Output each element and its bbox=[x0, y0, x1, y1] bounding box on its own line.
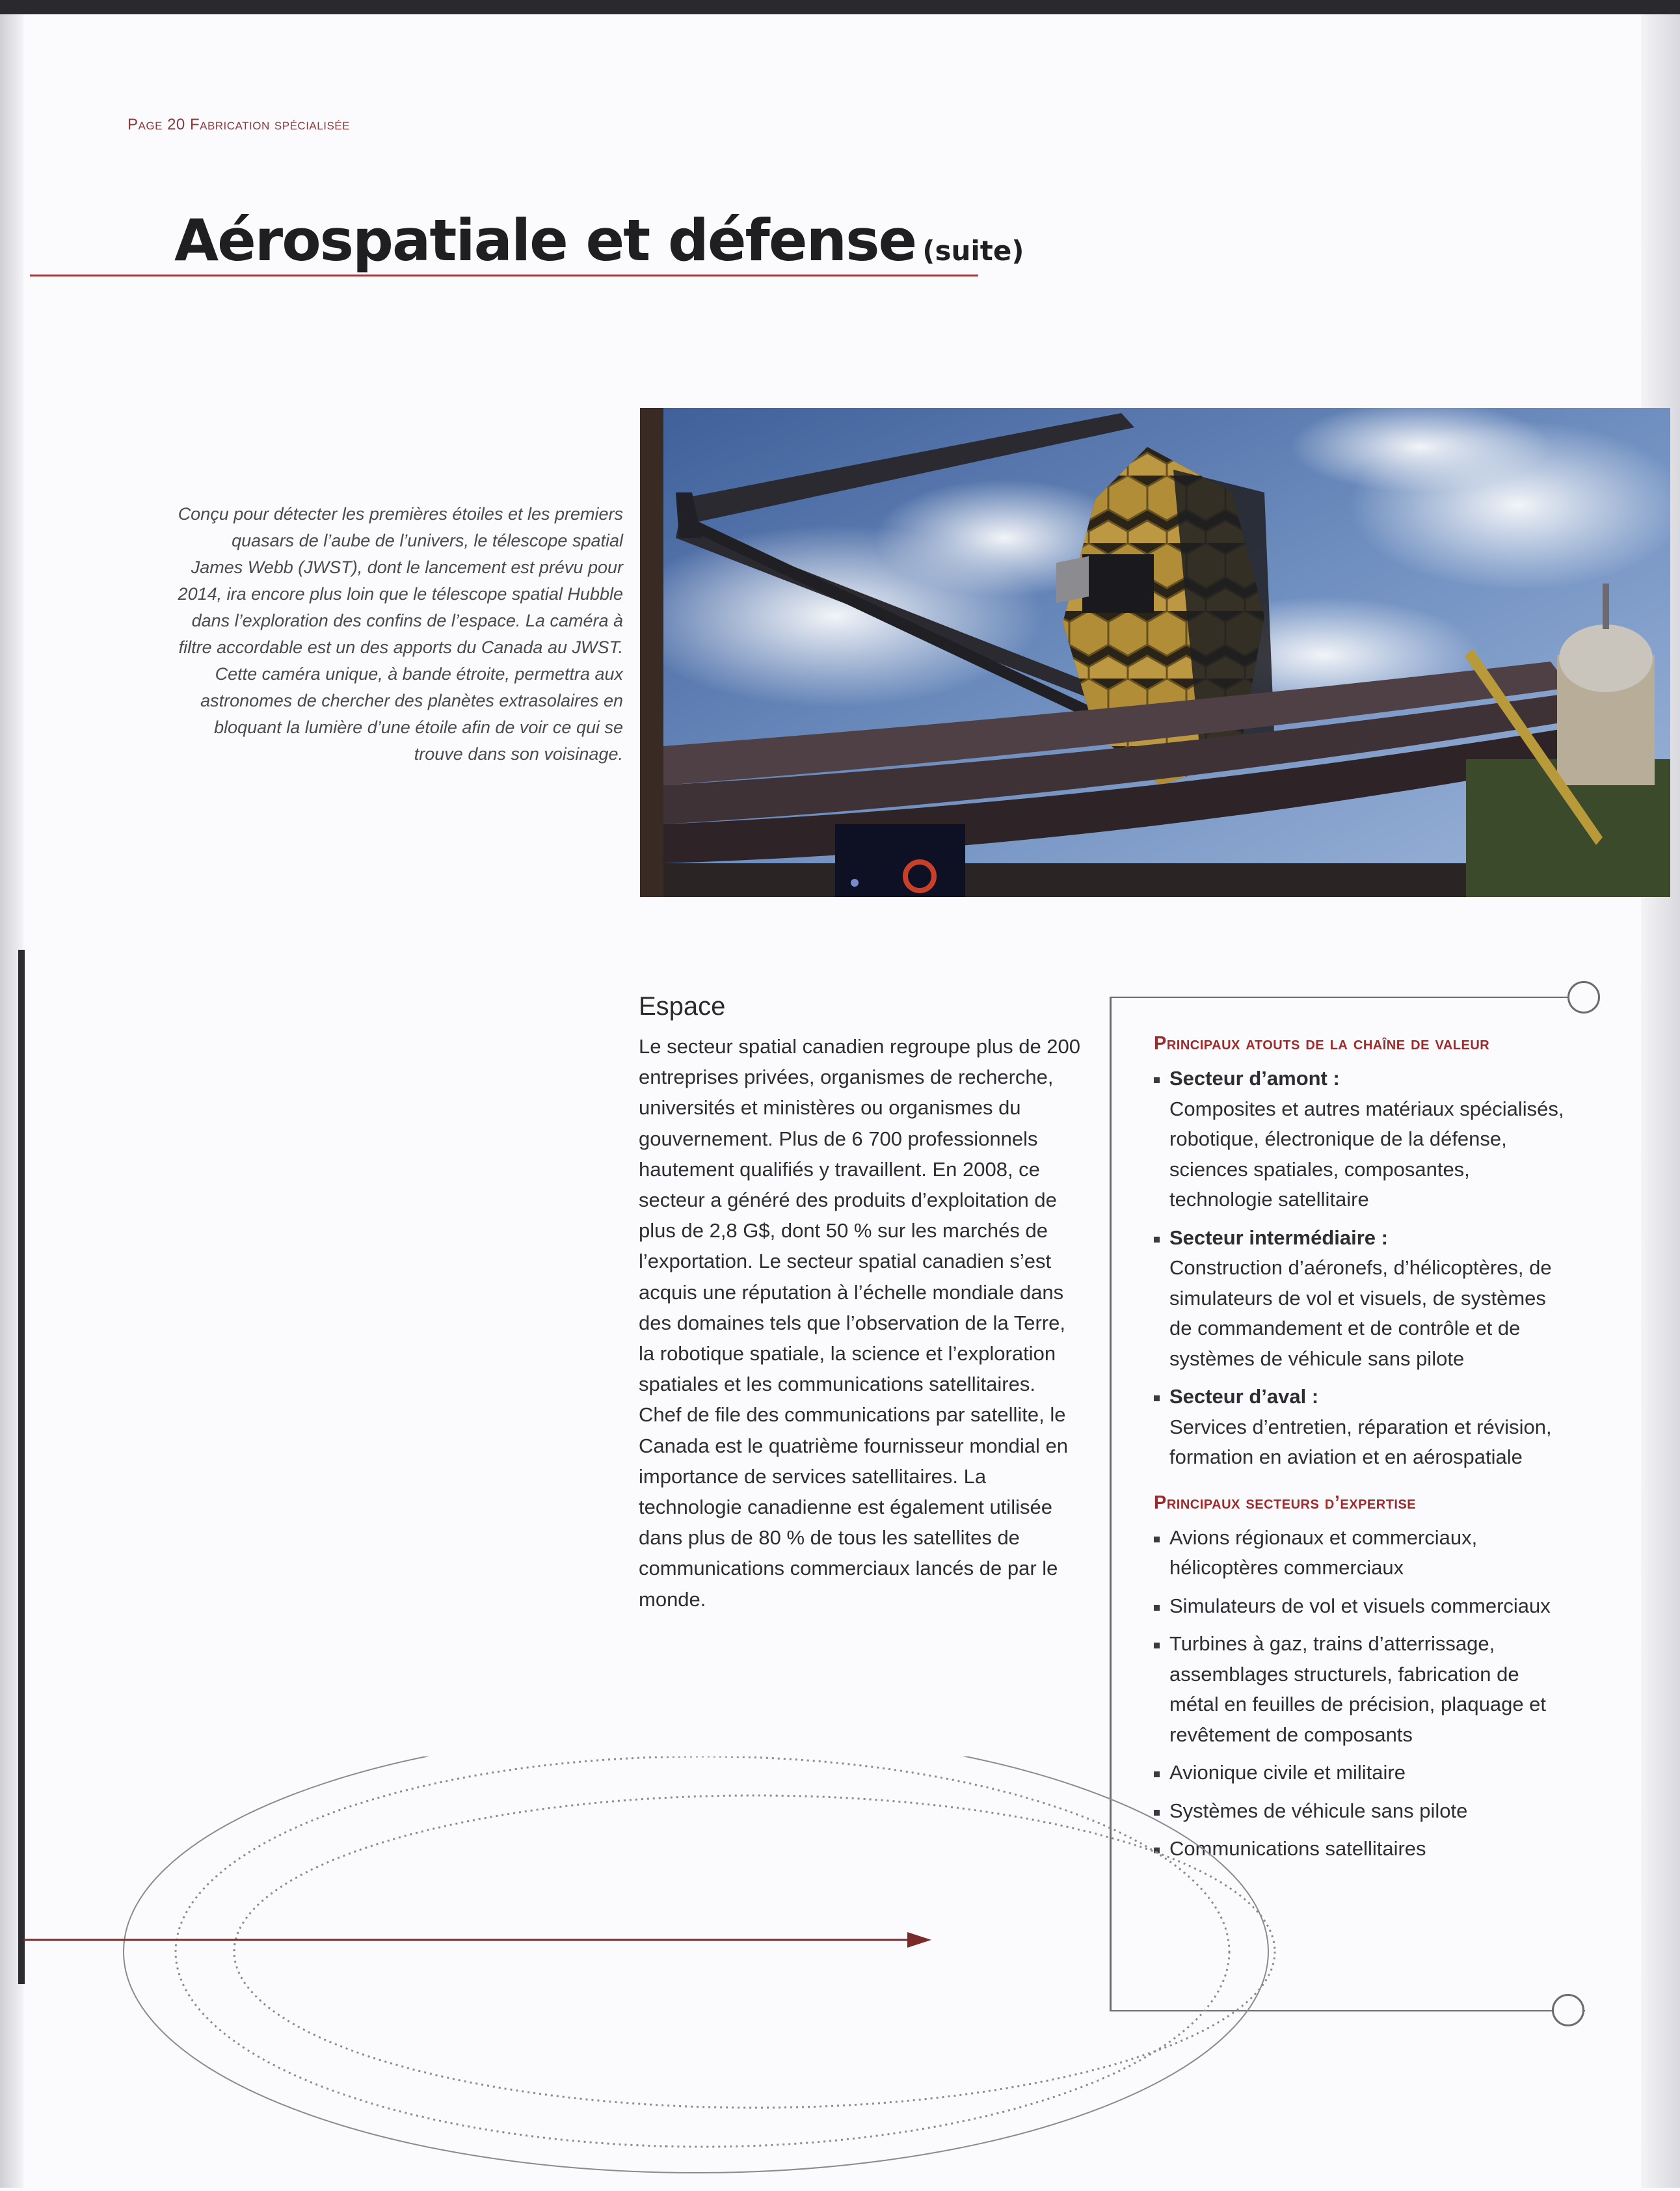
list-item-title: Secteur d’amont : bbox=[1169, 1067, 1340, 1090]
box-corner-circle-top bbox=[1567, 981, 1600, 1014]
list-item-text: Composites et autres matériaux spécialisés, robotique, électronique de la défense, sciences spatiales, composantes, technologie satellitaire bbox=[1169, 1097, 1564, 1211]
list-item: Turbines à gaz, trains d’atterrissage, assemblages structurels, fabrication de métal en feuilles de précision, plaquage et revêtement de composants bbox=[1154, 1629, 1570, 1750]
scan-top-edge bbox=[0, 0, 1680, 14]
title-suffix: (suite) bbox=[922, 235, 1024, 267]
page-title bbox=[174, 207, 1024, 274]
value-chain-list bbox=[1154, 1064, 1570, 1473]
telescope-photo bbox=[640, 408, 1670, 897]
title-main: Aérospatiale et défense bbox=[174, 207, 916, 274]
orbit-decoration bbox=[0, 1756, 1680, 2191]
list-item-title: Secteur d’aval : bbox=[1169, 1385, 1319, 1408]
value-chain-heading: Principaux atouts de la chaîne de valeur bbox=[1154, 1033, 1490, 1054]
section-title-espace: Espace bbox=[639, 992, 726, 1021]
page-header: Page 20 Fabrication spécialisée bbox=[127, 116, 350, 133]
list-item: Communications satellitaires bbox=[1154, 1834, 1570, 1864]
list-item bbox=[1154, 1382, 1570, 1473]
list-item-text: Construction d’aéronefs, d’hélicoptères, de simulateurs de vol et visuels, de systèmes de commandement et de contrôle et de systèmes de véhicule sans pilote bbox=[1169, 1256, 1552, 1370]
list-item bbox=[1154, 1223, 1570, 1375]
list-item: Systèmes de véhicule sans pilote bbox=[1154, 1796, 1570, 1827]
list-item: Simulateurs de vol et visuels commerciaux bbox=[1154, 1591, 1570, 1622]
list-item: Avionique civile et militaire bbox=[1154, 1758, 1570, 1788]
photo-caption: Conçu pour détecter les premières étoiles et les premiers quasars de l’aube de l’univers, le télescope spatial James Webb (JWST), dont le lancement est prévu pour 2014, ira encore plus loin que le télescope spatial Hubble dans l’exploration des confins de l’espace. La caméra à filtre accordable est un des apports du Canada au JWST. Cette caméra unique, à bande étroite, permettra aux astronomes de chercher des planètes extrasolaires en bloquant la lumière d’une étoile afin de voir ce qui se trouve dans son voisinage. bbox=[178, 504, 623, 764]
title-underline bbox=[30, 275, 978, 276]
expertise-heading: Principaux secteurs d’expertise bbox=[1154, 1492, 1417, 1513]
list-item bbox=[1154, 1064, 1570, 1215]
list-item: Avions régionaux et commerciaux, hélicoptères commerciaux bbox=[1154, 1523, 1570, 1583]
list-item-text: Services d’entretien, réparation et révision, formation en aviation et en aérospatiale bbox=[1169, 1415, 1552, 1468]
section-body-text: Le secteur spatial canadien regroupe plus de 200 entreprises privées, organismes de recherche, universités et ministères ou organismes du gouvernement. Plus de 6 700 professionnels hautement qualifiés y travaillent. En 2008, ce secteur a généré des produits d’exploitation de plus de 2,8 G$, dont 50 % sur les marchés de l’exportation. Le secteur spatial canadien s’est acquis une réputation à l’échelle mondiale dans des domaines tels que l’observation de la Terre, la robotique spatiale, la science et l’exploration spatiales et les communications satellitaires. Chef de file des communications par satellite, le Canada est le quatrième fournisseur mondial en importance de services satellitaires. La technologie canadienne est également utilisée dans plus de 80 % de tous les satellites de communications commerciaux lancés de par le monde. bbox=[639, 1035, 1081, 1611]
list-item-title: Secteur intermédiaire : bbox=[1169, 1226, 1388, 1249]
